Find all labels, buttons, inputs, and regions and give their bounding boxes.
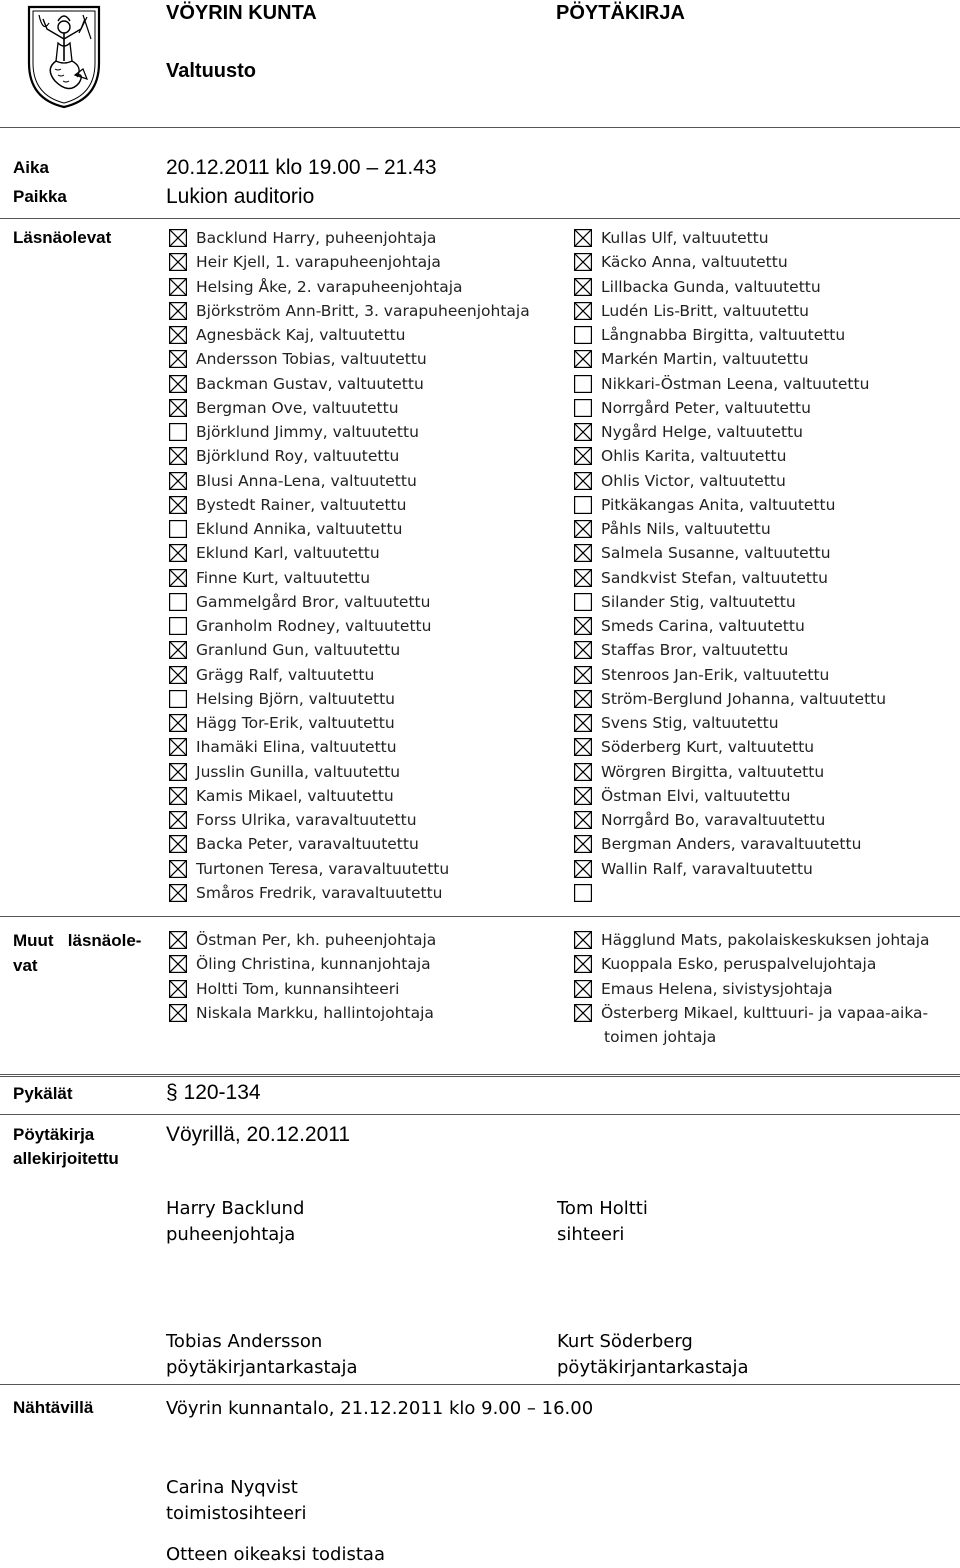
checked-box-icon	[169, 811, 187, 829]
checked-box-icon	[574, 931, 592, 949]
attendee-row	[574, 445, 786, 467]
attendee-row	[574, 300, 809, 322]
attendee-name: Bergman Ove, valtuutettu	[196, 398, 399, 417]
checked-box-icon	[574, 738, 592, 756]
signatory-2-name: Tom Holtti	[557, 1198, 648, 1219]
checked-box-icon	[169, 787, 187, 805]
attendee-name: Forss Ulrika, varavaltuutettu	[196, 811, 417, 829]
checked-box-icon	[169, 544, 187, 562]
checked-box-icon	[574, 302, 592, 320]
attendee-name: Hägg Tor-Erik, valtuutettu	[196, 714, 395, 732]
attendee-row	[574, 421, 803, 443]
checked-box-icon	[169, 302, 187, 320]
divider	[0, 1384, 960, 1385]
checked-box-icon	[574, 787, 592, 805]
attendee-row	[574, 736, 814, 758]
attendee-name: Svens Stig, valtuutettu	[601, 714, 779, 732]
attendee-row	[574, 615, 805, 637]
attendee-name: Ludén Lis-Britt, valtuutettu	[601, 301, 809, 320]
attendee-name: Pitkäkangas Anita, valtuutettu	[601, 495, 836, 514]
attendee-name: Östman Elvi, valtuutettu	[601, 786, 791, 805]
attendee-row	[169, 929, 436, 951]
attendee-name: Småros Fredrik, varavaltuutettu	[196, 883, 443, 902]
checked-box-icon	[169, 738, 187, 756]
attendee-name: Norrgård Peter, valtuutettu	[601, 398, 811, 417]
others-label-line2: vat	[13, 956, 38, 975]
signatory-2-role: sihteeri	[557, 1224, 625, 1245]
attendee-row	[169, 953, 431, 975]
checked-box-icon	[574, 955, 592, 973]
checked-box-icon	[574, 835, 592, 853]
coat-of-arms-logo	[25, 3, 103, 109]
checker-2-name: Kurt Söderberg	[557, 1331, 693, 1352]
checker-2-role: pöytäkirjantarkastaja	[557, 1357, 749, 1378]
attendee-name: Långnabba Birgitta, valtuutettu	[601, 326, 846, 344]
empty-box-icon	[574, 496, 592, 514]
attendee-row	[574, 348, 809, 370]
clerk-name: Carina Nyqvist	[166, 1477, 298, 1498]
checked-box-icon	[574, 860, 592, 878]
attendee-row	[169, 494, 406, 516]
divider	[0, 127, 960, 128]
signed-label-1: Pöytäkirja	[13, 1125, 95, 1144]
present-label: Läsnäolevat	[13, 228, 112, 247]
checked-box-icon	[169, 763, 187, 781]
attendee-row	[169, 688, 395, 710]
checked-box-icon	[169, 496, 187, 514]
time-value: 20.12.2011 klo 19.00 – 21.43	[166, 156, 437, 179]
checked-box-icon	[169, 253, 187, 271]
document-type: PÖYTÄKIRJA	[556, 2, 685, 24]
attendee-name: Eklund Annika, valtuutettu	[196, 520, 403, 538]
attendee-row	[574, 494, 835, 516]
attendee-name: Markén Martin, valtuutettu	[601, 350, 809, 369]
attendee-name: Björkström Ann-Britt, 3. varapuheenjohtaja	[196, 301, 530, 320]
attendee-row	[169, 785, 394, 807]
signatory-1-role: puheenjohtaja	[166, 1224, 296, 1245]
sections-value: § 120-134	[166, 1081, 261, 1104]
place-value: Lukion auditorio	[166, 185, 315, 208]
attendee-row	[574, 929, 930, 951]
attendee-row	[574, 688, 886, 710]
checked-box-icon	[169, 229, 187, 247]
attendee-name: Jusslin Gunilla, valtuutettu	[196, 762, 401, 781]
empty-box-icon	[574, 375, 592, 393]
mermaid-crest-icon	[25, 3, 103, 109]
checked-box-icon	[574, 278, 592, 296]
checked-box-icon	[574, 569, 592, 587]
attendee-row	[574, 518, 771, 540]
attendee-row	[574, 953, 876, 975]
divider	[0, 218, 960, 219]
checked-box-icon	[169, 326, 187, 344]
divider	[0, 1074, 960, 1077]
signed-label-2: allekirjoitettu	[13, 1149, 119, 1168]
checked-box-icon	[574, 472, 592, 490]
attendee-row	[574, 833, 861, 855]
attendee-name: Norrgård Bo, varavaltuutettu	[601, 811, 826, 829]
attendee-name: Andersson Tobias, valtuutettu	[196, 350, 427, 369]
clerk	[166, 1475, 306, 1527]
checked-box-icon	[169, 980, 187, 998]
checked-box-icon	[574, 229, 592, 247]
others-label-line1: Muut läsnäole-	[13, 931, 142, 950]
empty-box-icon	[169, 617, 187, 635]
attendee-row	[574, 858, 813, 880]
checked-box-icon	[574, 811, 592, 829]
attendee-name: Björklund Roy, valtuutettu	[196, 447, 400, 466]
attendee-row	[574, 978, 833, 1000]
attendee-row	[574, 761, 824, 783]
attendee-name: Helsing Åke, 2. varapuheenjohtaja	[196, 277, 463, 296]
attendee-name: Kullas Ulf, valtuutettu	[601, 229, 769, 247]
divider	[0, 916, 960, 917]
checked-box-icon	[169, 641, 187, 659]
checked-box-icon	[169, 955, 187, 973]
attendee-row	[574, 470, 786, 492]
attendee-name: Holtti Tom, kunnansihteeri	[196, 979, 400, 998]
place-label: Paikka	[13, 187, 67, 206]
checked-box-icon	[574, 763, 592, 781]
signatory-2	[557, 1196, 648, 1248]
empty-box-icon	[574, 593, 592, 611]
checked-box-icon	[574, 350, 592, 368]
attendee-row	[169, 1002, 434, 1024]
municipality-name: VÖYRIN KUNTA	[166, 2, 317, 24]
checked-box-icon	[574, 714, 592, 732]
attendee-name: Emaus Helena, sivistysjohtaja	[601, 979, 833, 998]
attendee-row	[169, 227, 436, 249]
empty-box-icon	[574, 326, 592, 344]
attendee-name: Bystedt Rainer, valtuutettu	[196, 495, 407, 514]
attendee-name: Backa Peter, varavaltuutettu	[196, 835, 419, 854]
attendee-name: Lillbacka Gunda, valtuutettu	[601, 277, 821, 296]
attendee-row	[574, 712, 779, 734]
attendee-name: Turtonen Teresa, varavaltuutettu	[196, 859, 450, 878]
signatory-1	[166, 1196, 304, 1248]
checked-box-icon	[574, 423, 592, 441]
checked-box-icon	[169, 666, 187, 684]
checked-box-icon	[574, 980, 592, 998]
available-value: Vöyrin kunnantalo, 21.12.2011 klo 9.00 – 16.00	[166, 1398, 594, 1419]
checked-box-icon	[169, 1004, 187, 1022]
attendee-name: Heir Kjell, 1. varapuheenjohtaja	[196, 253, 441, 272]
attendee-row	[169, 978, 399, 1000]
checked-box-icon	[169, 375, 187, 393]
attendee-name: Backman Gustav, valtuutettu	[196, 374, 424, 393]
attendee-row	[169, 373, 424, 395]
attendee-row	[574, 639, 788, 661]
checker-1	[166, 1329, 358, 1381]
attendee-row	[574, 373, 869, 395]
divider	[0, 1114, 960, 1115]
attendee-name: toimen johtaja	[604, 1028, 717, 1046]
attendee-row	[574, 785, 790, 807]
checker-2	[557, 1329, 749, 1381]
signatory-1-name: Harry Backlund	[166, 1198, 305, 1219]
attendee-row	[574, 227, 769, 249]
attendee-row	[574, 882, 601, 904]
attendee-row	[169, 639, 400, 661]
attendee-row	[574, 567, 828, 589]
attendee-name: Wörgren Birgitta, valtuutettu	[601, 762, 825, 781]
certify-text: Otteen oikeaksi todistaa	[166, 1544, 385, 1565]
attendee-row	[169, 397, 399, 419]
checked-box-icon	[169, 835, 187, 853]
attendee-row	[169, 664, 374, 686]
empty-box-icon	[169, 593, 187, 611]
clerk-role: toimistosihteeri	[166, 1503, 307, 1524]
checked-box-icon	[574, 641, 592, 659]
checked-box-icon	[169, 278, 187, 296]
attendee-name: Finne Kurt, valtuutettu	[196, 568, 371, 587]
attendee-name: Nygård Helge, valtuutettu	[601, 423, 803, 441]
attendee-name: Öling Christina, kunnanjohtaja	[196, 955, 431, 974]
attendee-row	[574, 276, 821, 298]
checked-box-icon	[169, 350, 187, 368]
attendee-row	[169, 567, 370, 589]
attendee-name: Wallin Ralf, varavaltuutettu	[601, 859, 813, 878]
attendee-row	[169, 518, 402, 540]
checked-box-icon	[169, 884, 187, 902]
attendee-row	[169, 761, 400, 783]
attendee-name: Eklund Karl, valtuutettu	[196, 544, 380, 563]
attendee-row	[574, 1026, 716, 1048]
attendee-row	[574, 1002, 928, 1024]
attendee-name: Niskala Markku, hallintojohtaja	[196, 1003, 434, 1022]
attendee-name: Björklund Jimmy, valtuutettu	[196, 423, 419, 441]
attendee-name: Grägg Ralf, valtuutettu	[196, 665, 375, 684]
council-name: Valtuusto	[166, 60, 257, 82]
attendee-name: Staffas Bror, valtuutettu	[601, 641, 789, 660]
attendee-name: Hägglund Mats, pakolaiskeskuksen johtaja	[601, 931, 930, 949]
attendee-row	[574, 809, 825, 831]
checker-1-name: Tobias Andersson	[166, 1331, 323, 1352]
checked-box-icon	[169, 447, 187, 465]
attendee-row	[169, 542, 380, 564]
attendee-name: Gammelgård Bror, valtuutettu	[196, 592, 431, 611]
available-label: Nähtävillä	[13, 1398, 94, 1417]
attendee-row	[169, 470, 417, 492]
attendee-name: Blusi Anna-Lena, valtuutettu	[196, 471, 417, 490]
empty-box-icon	[574, 884, 592, 902]
attendee-row	[169, 882, 443, 904]
attendee-row	[169, 833, 419, 855]
attendee-row	[169, 251, 441, 273]
attendee-name: Österberg Mikael, kulttuuri- ja vapaa-aika-	[601, 1003, 929, 1022]
attendee-name: Backlund Harry, puheenjohtaja	[196, 229, 437, 247]
attendee-row	[574, 324, 845, 346]
attendee-row	[169, 324, 406, 346]
attendee-name: Käcko Anna, valtuutettu	[601, 253, 788, 272]
attendee-row	[169, 615, 431, 637]
attendee-row	[169, 858, 449, 880]
attendee-name: Granholm Rodney, valtuutettu	[196, 617, 432, 635]
attendee-row	[169, 445, 399, 467]
checked-box-icon	[574, 544, 592, 562]
attendee-name: Ohlis Victor, valtuutettu	[601, 471, 786, 490]
checked-box-icon	[574, 447, 592, 465]
checked-box-icon	[169, 472, 187, 490]
attendee-name: Sandkvist Stefan, valtuutettu	[601, 568, 828, 587]
attendee-name: Granlund Gun, valtuutettu	[196, 641, 401, 660]
attendee-row	[574, 251, 788, 273]
checked-box-icon	[574, 520, 592, 538]
attendee-row	[169, 809, 417, 831]
checked-box-icon	[574, 666, 592, 684]
attendee-name: Smeds Carina, valtuutettu	[601, 617, 805, 635]
attendee-name: Söderberg Kurt, valtuutettu	[601, 738, 815, 757]
attendee-row	[169, 276, 463, 298]
checked-box-icon	[574, 690, 592, 708]
attendee-name: Salmela Susanne, valtuutettu	[601, 544, 831, 563]
attendee-row	[169, 712, 395, 734]
attendee-row	[169, 300, 530, 322]
attendee-name: Ihamäki Elina, valtuutettu	[196, 738, 397, 757]
checker-1-role: pöytäkirjantarkastaja	[166, 1357, 358, 1378]
attendee-name: Stenroos Jan-Erik, valtuutettu	[601, 665, 830, 684]
attendee-name: Ström-Berglund Johanna, valtuutettu	[601, 689, 887, 708]
attendee-row	[169, 736, 397, 758]
attendee-name: Agnesbäck Kaj, valtuutettu	[196, 326, 406, 344]
attendee-name: Bergman Anders, varavaltuutettu	[601, 835, 862, 854]
attendee-name: Kuoppala Esko, peruspalvelujohtaja	[601, 955, 877, 974]
checked-box-icon	[169, 399, 187, 417]
attendee-row	[574, 397, 811, 419]
checked-box-icon	[169, 860, 187, 878]
attendee-name: Ohlis Karita, valtuutettu	[601, 447, 787, 466]
attendee-name: Kamis Mikael, valtuutettu	[196, 786, 394, 805]
attendee-row	[169, 421, 419, 443]
sections-label: Pykälät	[13, 1084, 73, 1103]
attendee-row	[574, 591, 796, 613]
empty-box-icon	[574, 399, 592, 417]
checked-box-icon	[574, 253, 592, 271]
time-label: Aika	[13, 158, 49, 177]
checked-box-icon	[574, 1004, 592, 1022]
checked-box-icon	[574, 617, 592, 635]
attendee-name: Silander Stig, valtuutettu	[601, 592, 796, 611]
attendee-row	[574, 542, 831, 564]
empty-box-icon	[169, 520, 187, 538]
attendee-row	[574, 664, 829, 686]
attendee-name: Östman Per, kh. puheenjohtaja	[196, 931, 437, 949]
attendee-name: Påhls Nils, valtuutettu	[601, 520, 771, 538]
attendee-name: Nikkari-Östman Leena, valtuutettu	[601, 374, 870, 393]
attendee-name: Helsing Björn, valtuutettu	[196, 689, 395, 708]
attendee-row	[169, 348, 427, 370]
attendee-row	[169, 591, 430, 613]
checked-box-icon	[169, 931, 187, 949]
checked-box-icon	[169, 569, 187, 587]
checked-box-icon	[169, 714, 187, 732]
signed-value: Vöyrillä, 20.12.2011	[166, 1123, 351, 1146]
empty-box-icon	[169, 423, 187, 441]
empty-box-icon	[169, 690, 187, 708]
